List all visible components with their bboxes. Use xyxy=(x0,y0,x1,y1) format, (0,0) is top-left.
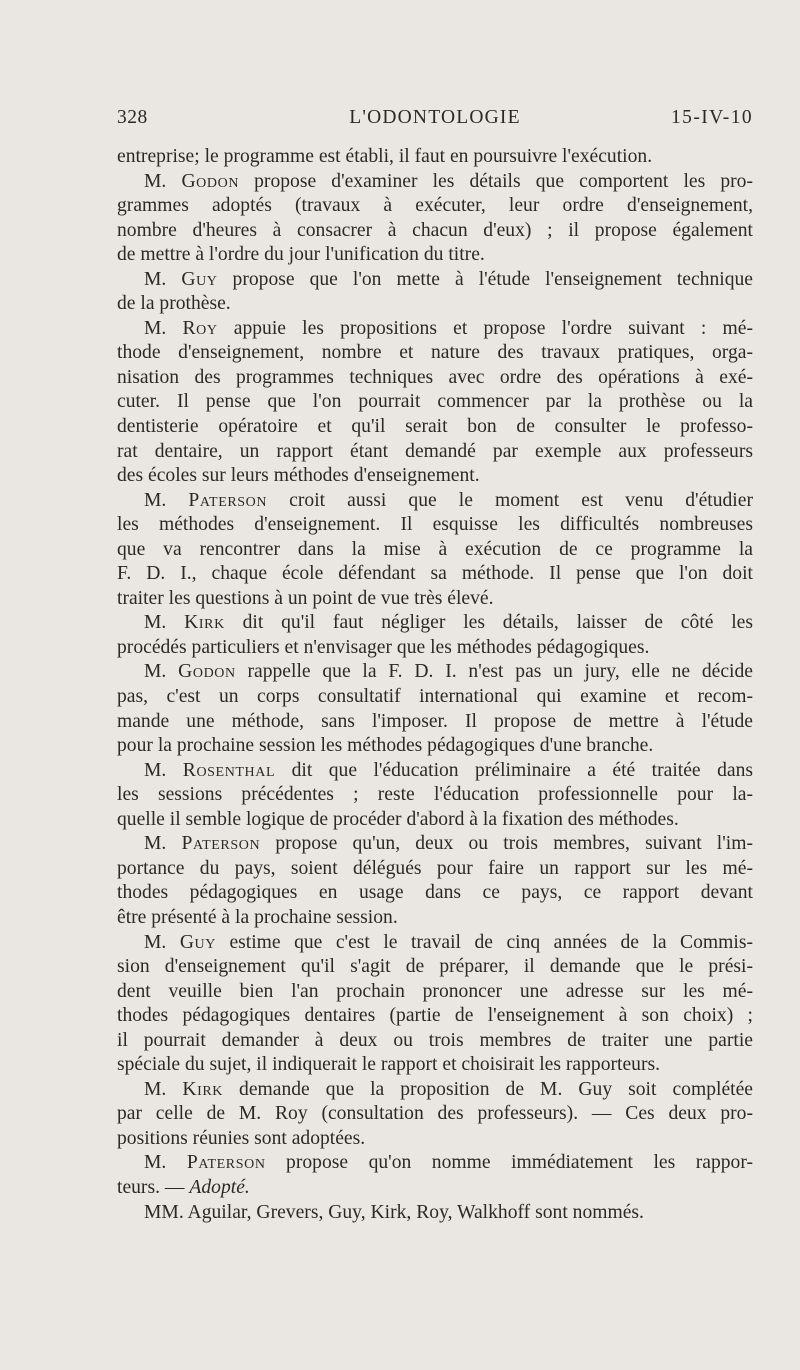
speaker-name: Godon xyxy=(181,170,240,192)
paragraph xyxy=(117,1201,753,1226)
paragraph xyxy=(117,170,753,268)
text-line: F. D. I., chaque école défendant sa méthode. Il pense que l'on doit xyxy=(117,563,753,585)
text-line: quelle il semble logique de procéder d'abord à la fixation des méthodes. xyxy=(117,808,679,830)
text-line: M. Guy estime que c'est le travail de cinq années de la Commis- xyxy=(144,931,753,953)
text-line: teurs. — Adopté. xyxy=(117,1176,250,1198)
running-head xyxy=(117,107,753,137)
text-line: MM. Aguilar, Grevers, Guy, Kirk, Roy, Walkhoff sont nommés. xyxy=(144,1201,644,1223)
text-line: de la prothèse. xyxy=(117,293,231,315)
speaker-name: Guy xyxy=(181,268,218,290)
paragraph xyxy=(117,1078,753,1152)
paragraph xyxy=(117,832,753,930)
text-line: M. Paterson propose qu'on nomme immédiatement les rappor- xyxy=(144,1152,753,1174)
text-line: grammes adoptés (travaux à exécuter, leur ordre d'enseignement, xyxy=(117,195,753,217)
speaker-name: Godon xyxy=(178,661,236,683)
page-number: 328 xyxy=(117,107,148,128)
text-line: dentisterie opératoire et qu'il serait bon de consulter le professo- xyxy=(117,416,753,438)
text-line: M. Paterson propose qu'un, deux ou trois membres, suivant l'im- xyxy=(144,833,753,855)
minutes-text xyxy=(117,145,753,1225)
text-line: cuter. Il pense que l'on pourrait commencer par la prothèse ou la xyxy=(117,391,753,413)
text-line: M. Kirk dit qu'il faut négliger les détails, laisser de côté les xyxy=(144,612,753,634)
journal-title: L'ODONTOLOGIE xyxy=(349,107,521,128)
paragraph xyxy=(117,489,753,612)
paragraph xyxy=(117,1151,753,1200)
text-line: il pourrait demander à deux ou trois membres de traiter une partie xyxy=(117,1029,753,1051)
speaker-name: Kirk xyxy=(184,612,225,634)
text-line: nombre d'heures à consacrer à chacun d'eux) ; il propose également xyxy=(117,219,753,241)
text-line: entreprise; le programme est établi, il faut en poursuivre l'exécution. xyxy=(117,146,653,167)
paragraph xyxy=(117,660,753,758)
speaker-name: Paterson xyxy=(186,1152,266,1174)
speaker-name: Roy xyxy=(182,317,218,339)
text-line: les méthodes d'enseignement. Il esquisse les difficultés nombreuses xyxy=(117,514,753,536)
text-line: rat dentaire, un rapport étant demandé par exemple aux professeurs xyxy=(117,440,753,462)
text-line: traiter les questions à un point de vue très élevé. xyxy=(117,587,494,609)
text-line: mande une méthode, sans l'imposer. Il propose de mettre à l'étude xyxy=(117,710,753,732)
paragraph xyxy=(117,145,753,170)
text-line: pas, c'est un corps consultatif international qui examine et recom- xyxy=(117,686,753,708)
text-line: être présenté à la prochaine session. xyxy=(117,906,398,928)
text-line: M. Godon propose d'examiner les détails que comportent les pro- xyxy=(144,170,753,192)
paragraph xyxy=(117,759,753,833)
text-line: M. Guy propose que l'on mette à l'étude l'enseignement technique xyxy=(144,268,753,290)
text-line: thodes pédagogiques en usage dans ce pays, ce rapport devant xyxy=(117,882,753,904)
text-line: thodes pédagogiques dentaires (partie de l'enseignement à son choix) ; xyxy=(117,1005,753,1027)
issue-date: 15-IV-10 xyxy=(671,107,753,128)
text-line: portance du pays, soient délégués pour faire un rapport sur les mé- xyxy=(117,857,753,879)
text-line: M. Rosenthal dit que l'éducation préliminaire a été traitée dans xyxy=(144,759,753,781)
text-line: les sessions précédentes ; reste l'éducation professionnelle pour la- xyxy=(117,784,753,806)
text-line: sion d'enseignement qu'il s'agit de préparer, il demande que le prési- xyxy=(117,956,753,978)
text-line: spéciale du sujet, il indiquerait le rapport et choisirait les rapporteurs. xyxy=(117,1054,661,1076)
text-line: procédés particuliers et n'envisager que les méthodes pédagogiques. xyxy=(117,636,650,658)
text-line: thode d'enseignement, nombre et nature des travaux pratiques, orga- xyxy=(117,342,753,364)
paragraph xyxy=(117,611,753,660)
text-line: positions réunies sont adoptées. xyxy=(117,1127,366,1149)
speaker-name: Paterson xyxy=(188,489,268,511)
paragraph xyxy=(117,268,753,317)
text-line: de mettre à l'ordre du jour l'unification du titre. xyxy=(117,244,485,266)
text-line: nisation des programmes techniques avec ordre des opérations à exé- xyxy=(117,366,753,388)
text-line: par celle de M. Roy (consultation des professeurs). — Ces deux pro- xyxy=(117,1103,753,1125)
text-line: M. Roy appuie les propositions et propose l'ordre suivant : mé- xyxy=(144,317,753,339)
text-line: des écoles sur leurs méthodes d'enseignement. xyxy=(117,465,480,487)
text-line: M. Paterson croit aussi que le moment est venu d'étudier xyxy=(144,489,753,511)
speaker-name: Paterson xyxy=(181,833,261,855)
paragraph xyxy=(117,931,753,1078)
text-line: dent veuille bien l'an prochain prononcer une adresse sur les mé- xyxy=(117,980,753,1002)
text-line: M. Godon rappelle que la F. D. I. n'est pas un jury, elle ne décide xyxy=(144,661,753,683)
speaker-name: Rosenthal xyxy=(182,759,276,781)
speaker-name: Kirk xyxy=(182,1078,224,1100)
text-line: que va rencontrer dans la mise à exécution de ce programme la xyxy=(117,538,753,560)
text-line: M. Kirk demande que la proposition de M. Guy soit complétée xyxy=(144,1078,753,1100)
speaker-name: Guy xyxy=(179,931,216,953)
text-line: pour la prochaine session les méthodes pédagogiques d'une branche. xyxy=(117,735,654,757)
adopted-mark: Adopté. xyxy=(189,1176,250,1198)
paragraph xyxy=(117,317,753,489)
